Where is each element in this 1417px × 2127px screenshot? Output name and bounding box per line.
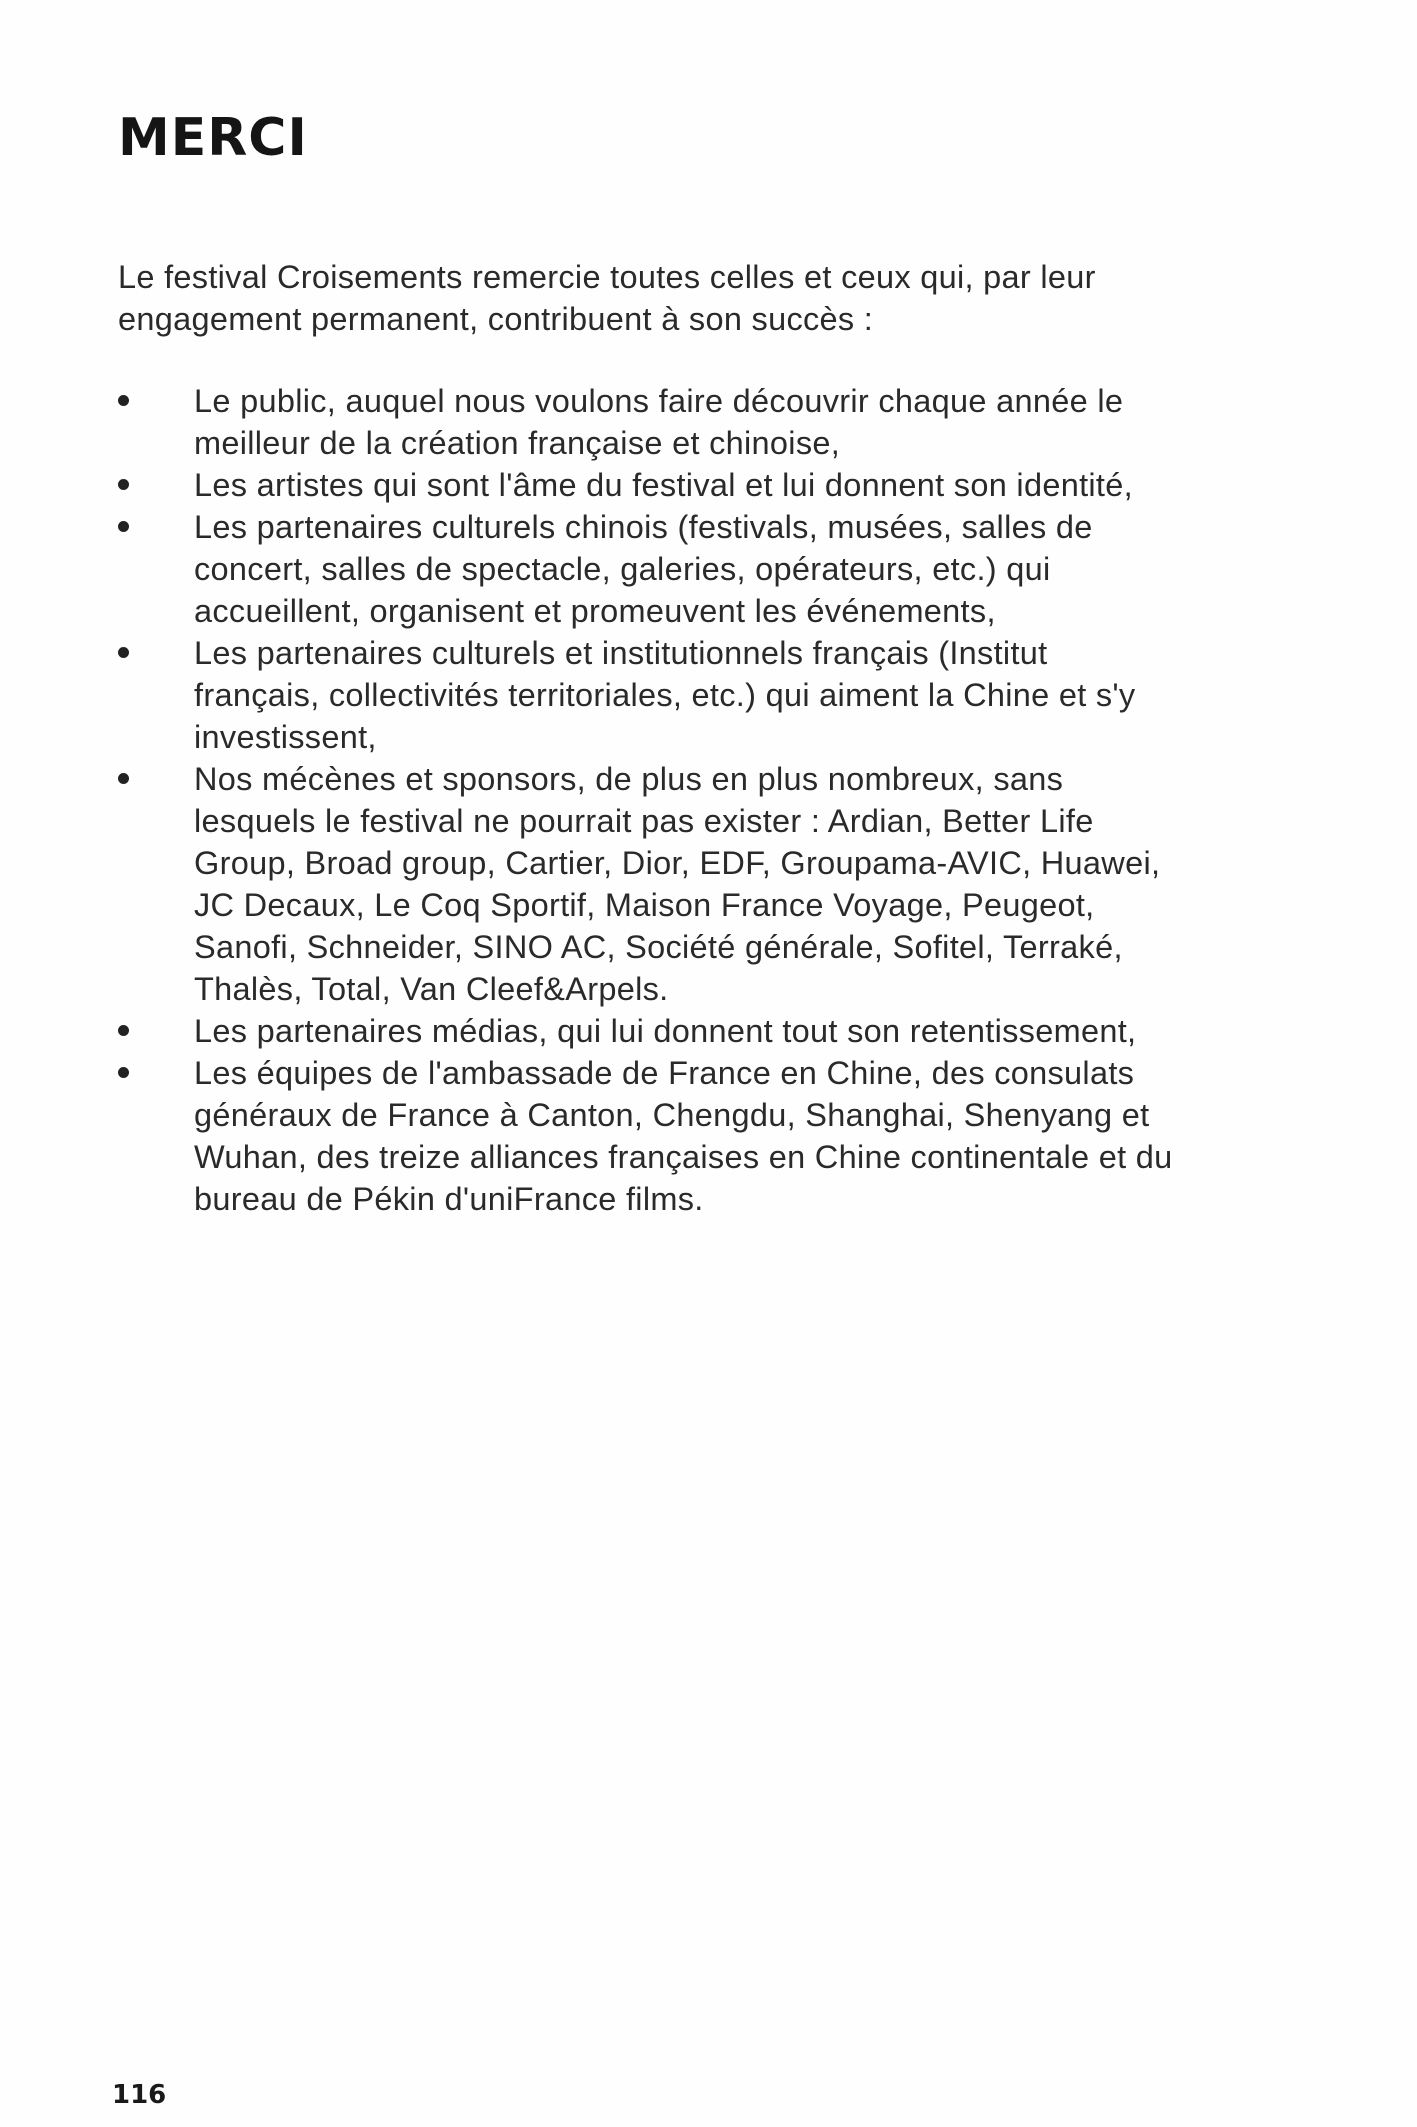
list-item-text: Les partenaires culturels chinois (festivals, musées, salles de concert, salles de spectacle, galeries, opérateurs, etc.) qui accueillent, organisent et promeuvent les événements, [194, 509, 1093, 629]
bullet-icon [118, 1025, 129, 1036]
list-item [118, 464, 1178, 506]
intro-paragraph: Le festival Croisements remercie toutes celles et ceux qui, par leur engagement permanent, contribuent à son succès : [118, 259, 1096, 337]
list-item-text: Les partenaires culturels et institutionnels français (Institut français, collectivités territoriales, etc.) qui aiment la Chine et s'y investissent, [194, 635, 1136, 755]
list-item [118, 506, 1178, 632]
list-item-text: Les équipes de l'ambassade de France en Chine, des consulats généraux de France à Canton, Chengdu, Shanghai, Shenyang et Wuhan, des treize alliances françaises en Chine continentale et du bureau de Pékin d'uniFrance films. [194, 1055, 1173, 1217]
list-item [118, 758, 1178, 1010]
list-item [118, 1010, 1178, 1052]
bullet-icon [118, 521, 129, 532]
list-item-text: Nos mécènes et sponsors, de plus en plus nombreux, sans lesquels le festival ne pourrait pas exister : Ardian, Better Life Group, Broad group, Cartier, Dior, EDF, Groupama-AVIC, Huawei, JC Decaux, Le Coq Sportif, Maison France Voyage, Peugeot, Sanofi, Schneider, SINO AC, Société générale, Sofitel, Terraké, Thalès, Total, Van Cleef&Arpels. [194, 761, 1161, 1007]
list-item-text: Les partenaires médias, qui lui donnent tout son retentissement, [194, 1013, 1137, 1049]
bullet-icon [118, 773, 129, 784]
page-number: 116 [112, 2080, 167, 2110]
thanks-list [118, 380, 1178, 1220]
bullet-icon [118, 479, 129, 490]
list-item [118, 1052, 1178, 1220]
list-item-text: Les artistes qui sont l'âme du festival et lui donnent son identité, [194, 467, 1133, 503]
body-content [118, 256, 1178, 1220]
list-item [118, 632, 1178, 758]
page-title: MERCI [118, 108, 308, 168]
list-item-text: Le public, auquel nous voulons faire découvrir chaque année le meilleur de la création française et chinoise, [194, 383, 1124, 461]
bullet-icon [118, 1067, 129, 1078]
list-item [118, 380, 1178, 464]
bullet-icon [118, 647, 129, 658]
bullet-icon [118, 395, 129, 406]
